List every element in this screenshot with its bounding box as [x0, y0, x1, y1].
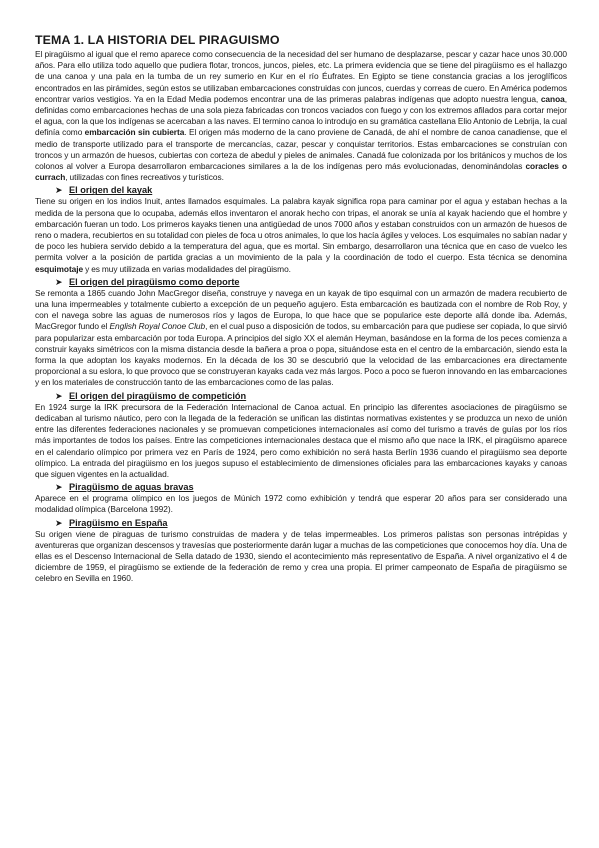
- section-paragraph-aguas-bravas: [35, 493, 567, 515]
- section-heading-text: El origen del piragüismo como deporte: [69, 276, 240, 287]
- arrow-right-icon: ➤: [55, 185, 63, 196]
- section-paragraph-competicion: [35, 402, 567, 480]
- section-heading-deporte: [55, 276, 567, 288]
- section-heading-espana: [55, 517, 567, 529]
- italic-club-name: English Royal Conoe Club: [109, 321, 206, 332]
- section-text: Tiene su origen en los indios Inuit, antes llamados esquimales. La palabra kayak significa ropa para caminar por el agua y estaban hechas a la medida de la persona que lo ocupaba, además ellos inventaron el anorak hecho con tripas, el anorak se unía al kayak haciendo que el hombre y embarcación fueran un todo. Los primeros kayaks tienen una antigüedad de unos 7000 años y estaban construidos con un armazón de huesos de reno o madera, recubiertos en su totalidad con pieles de foca u otros animales, lo que los hacía ágiles y veloces. Los esquimales no sabían nadar y de poco les hubiera servido debido a la temperatura del agua, que es mortal. Sin embargo, desarrollaron una técnica que en caso de vuelco les permita volver a la posición de partida gracias a un movimiento de la pala y la coordinación de todo el cuerpo. Esta técnica se denomina: [35, 196, 567, 263]
- section-text: , en el cual puso a disposición de todos, su embarcación para que pudiese ser copiada, lo que sirvió para popularizar esta embarcación por toda Europa. A principios del siglo XX el alemán Heyman, basándose en la forma de los peces comienza a construir kayaks simétricos con la misma distancia desde la bañera a proa o popa, situándose esta en el centro de la embarcación, siendo esta la forma la que adoptan los kayaks modernos. En la década de los 30 se descubrió que la velocidad de las embarcaciones era directamente proporcional a su eslora, lo que provoco que se construyeran kayaks cada vez más largos. Poco a poco se fueron innovando en las embarcaciones y en los materiales de construcción tanto de las embarcaciones como de las palas.: [35, 321, 567, 388]
- section-text: y es muy utilizada en varias modalidades del piragüismo.: [83, 263, 291, 274]
- section-heading-aguas-bravas: [55, 481, 567, 493]
- arrow-right-icon: ➤: [55, 517, 63, 528]
- intro-text-2: , definidas como embarcaciones hechas de una sola pieza fabricadas con troncos vaciados con fuego y con los extremos afilados para cortar mejor el agua, con la que los indígenas se acercaban a las naves. El termino canoa lo introdujo en su gramática castellana Elio Antonio de Lebrija, la cual definía como: [35, 93, 567, 138]
- intro-bold-canoa: canoa: [540, 93, 565, 104]
- section-heading-text: El origen del kayak: [69, 185, 153, 196]
- section-text: En 1924 surge la IRK precursora de la Federación Internacional de Canoa actual. En principio las diferentes asociaciones de piragüismo se dedicaban al turismo náutico, pero con la llegada de la federación se unifican las distintas normativas existentes y se produzca un nexo de unión entre las diferentes federaciones nacionales y se promuevan competiciones internacionales así como del turismo a través de guías por los ríos más importantes de todos los países. Entre las competiciones internacionales destaca que el mismo año que nace la IRK, el piragüismo aparece en el calendario olímpico por primera vez en París de 1924, pero como exhibición no será hasta Berlín 1936 cuando el piragüismo sea deporte olímpico. La entrada del piragüismo en los juegos supuso el establecimiento de dimensiones oficiales para las embarcaciones kayaks y canoas que siguen vigentes en la actualidad.: [35, 401, 567, 479]
- arrow-right-icon: ➤: [55, 390, 63, 401]
- section-heading-competicion: [55, 390, 567, 402]
- intro-bold-coracles: coracles o currach: [35, 161, 568, 183]
- section-heading-kayak: [55, 184, 567, 196]
- section-heading-text: Piragüismo en España: [69, 517, 168, 528]
- intro-paragraph: [35, 49, 567, 183]
- section-paragraph-espana: [35, 529, 567, 585]
- section-text: Aparece en el programa olímpico en los juegos de Múnich 1972 como exhibición y tendrá que esperar 20 años para ser considerado una modalidad olímpica (Barcelona 1992).: [35, 493, 567, 515]
- intro-text-3: . El origen más moderno de la cano proviene de Canadá, de ahí el nombre de canoa canadiense, que el medio de transporte utilizado para el transporte de mercancías, cazar, pescar y conquistar territorios. Estas embarcaciones se construían con troncos y un armazón de huesos, cubiertas con corteza de abedul y pieles de animales. Canadá fue colonizada por los británicos y muchos de los colonos al volver a Europa desarrollaron embarcaciones similares a la de los indígenas pero más evolucionadas, denominándolas: [35, 127, 567, 172]
- arrow-right-icon: ➤: [55, 482, 63, 493]
- section-paragraph-kayak: [35, 196, 567, 274]
- section-paragraph-deporte: [35, 288, 567, 389]
- section-heading-text: Piragüismo de aguas bravas: [69, 482, 194, 493]
- section-text: Se remonta a 1865 cuando John MacGregor diseña, construye y navega en un kayak de tipo esquimal con un armazón de madera recubierto de una luna impermeables y totalmente cubierto a excepción de un pequeño agujero. Esta embarcación es bautizada con el nombre de Rob Roy, y con el navega sobre las aguas de numerosos ríos y lagos de Europa, lo que hace que se popularice este deporte allá donde iba. Además, MacGregor fundo el: [35, 287, 567, 332]
- intro-bold-sin-cubierta: embarcación sin cubierta: [84, 127, 185, 138]
- intro-text-4: , utilizadas con fines recreativos y turísticos.: [65, 172, 224, 183]
- page-title: TEMA 1. LA HISTORIA DEL PIRAGUISMO: [35, 33, 280, 47]
- intro-text-1: El piragüismo al igual que el remo aparece como consecuencia de la necesidad del ser humano de desplazarse, pescar y cazar hace unos 30.000 años. Para ello utiliza todo aquello que pudiera flotar, troncos, juncos, pieles, etc. La primera evidencia que se tiene del piragüismo es el hallazgo de una canoa y una pala en la tumba de un rey sumerio en Kur en el río Éufrates. En Egipto se tiene constancia gracias a los jeroglíficos encontrados en las pirámides, según estos se utilizaban embarcaciones construidas con juncos, cuerdas y correas de cuero. En América podemos encontrar varios vestigios. Ya en la Edad Media podemos encontrar una de las primeras palabras indígenas que adopto nuestra lengua,: [35, 49, 567, 104]
- section-text: Su origen viene de piraguas de turismo construidas de madera y de telas impermeables. Los primeros palistas son personas intrépidas y aventureras que organizan descensos y travesías que posteriormente darán lugar a muchas de las competiciones que conocemos hoy día. Una de ellas es el Descenso Internacional de Sella datado de 1930, siendo el acontecimiento más representativo de España. A nivel organizativo el 4 de diciembre de 1959, el piragüismo se extiende de la federación de remo y crea una propia. El primer campeonato de España de piragüismo se celebro en Sevilla en 1960.: [35, 528, 567, 584]
- bold-esquimotaje: esquimotaje: [35, 263, 84, 274]
- section-heading-text: El origen del piragüismo de competición: [69, 390, 247, 401]
- arrow-right-icon: ➤: [55, 276, 63, 287]
